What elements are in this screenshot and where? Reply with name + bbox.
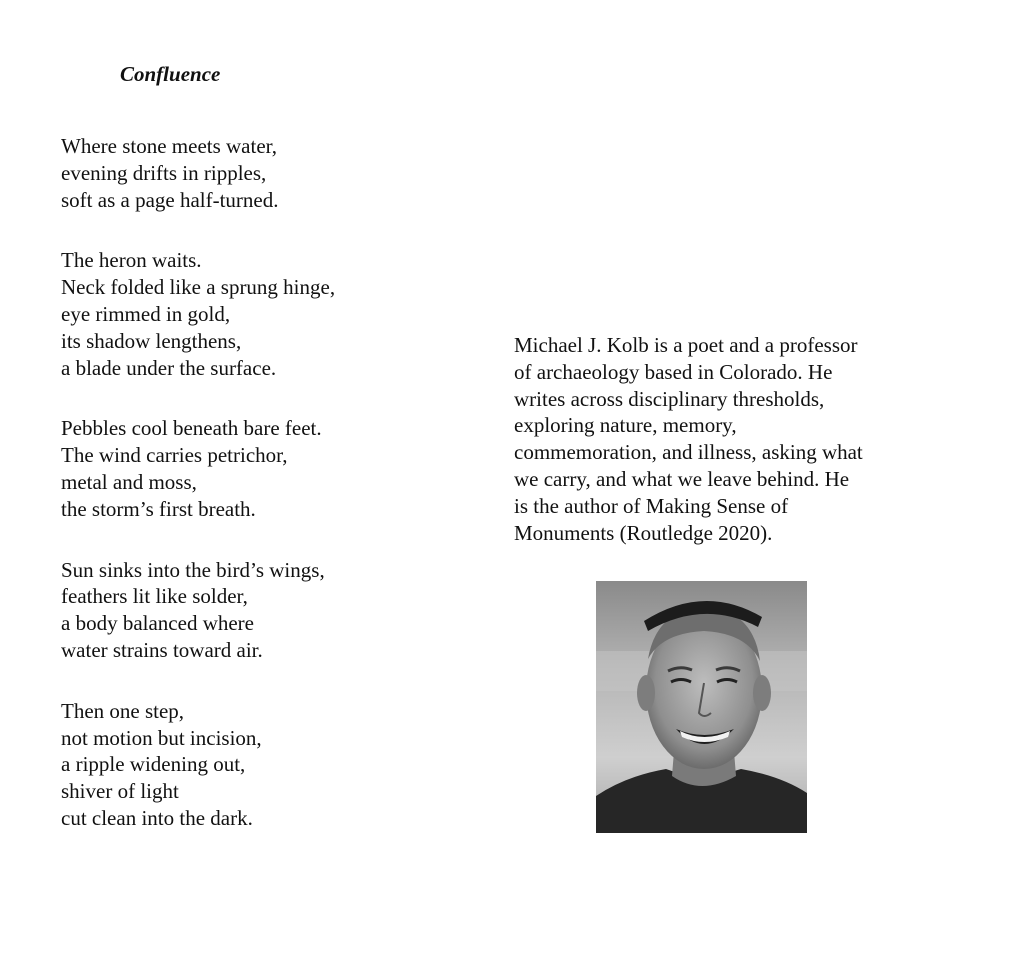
poem-line: cut clean into the dark. [61, 805, 253, 830]
poem-line: shiver of light [61, 779, 179, 804]
bio-line: of archaeology based in Colorado. He [514, 359, 833, 384]
poem-line: Sun sinks into the bird’s wings, [61, 557, 325, 582]
poem-title: Confluence [120, 62, 221, 86]
bio-line: commemoration, and illness, asking what [514, 440, 863, 465]
poem-line: The wind carries petrichor, [61, 443, 288, 468]
bio-line: is the author of Making Sense of [514, 493, 789, 518]
poem-line: a ripple widening out, [61, 752, 246, 777]
author-portrait-photo [596, 581, 807, 833]
bio-line: Monuments (Routledge 2020). [514, 520, 773, 545]
poem-body [61, 133, 481, 866]
poem-line: not motion but incision, [61, 725, 262, 750]
poem-line: feathers lit like solder, [61, 584, 248, 609]
poem-line: Pebbles cool beneath bare feet. [61, 416, 322, 441]
stanza [61, 415, 481, 522]
poem-line: metal and moss, [61, 469, 197, 494]
author-bio [514, 332, 934, 546]
poem-line: a body balanced where [61, 611, 254, 636]
poem-line: The heron waits. [61, 248, 202, 273]
poem-line: a blade under the surface. [61, 355, 277, 380]
stanza [61, 247, 481, 381]
stanza [61, 557, 481, 664]
portrait-drawing [596, 581, 807, 833]
poem-line: evening drifts in ripples, [61, 160, 267, 185]
bio-line: Michael J. Kolb is a poet and a professor [514, 333, 858, 357]
poem-line: its shadow lengthens, [61, 328, 242, 353]
poem-line: Then one step, [61, 698, 185, 723]
poem-line: eye rimmed in gold, [61, 301, 231, 326]
poem-line: water strains toward air. [61, 637, 263, 662]
bio-line: exploring nature, memory, [514, 413, 737, 438]
poem-line: the storm’s first breath. [61, 496, 256, 521]
stanza [61, 133, 481, 213]
poem-line: Where stone meets water, [61, 134, 278, 158]
stanza [61, 698, 481, 832]
bio-line: we carry, and what we leave behind. He [514, 466, 850, 491]
poem-line: Neck folded like a sprung hinge, [61, 275, 336, 300]
poem-line: soft as a page half-turned. [61, 187, 279, 212]
bio-line: writes across disciplinary thresholds, [514, 386, 825, 411]
